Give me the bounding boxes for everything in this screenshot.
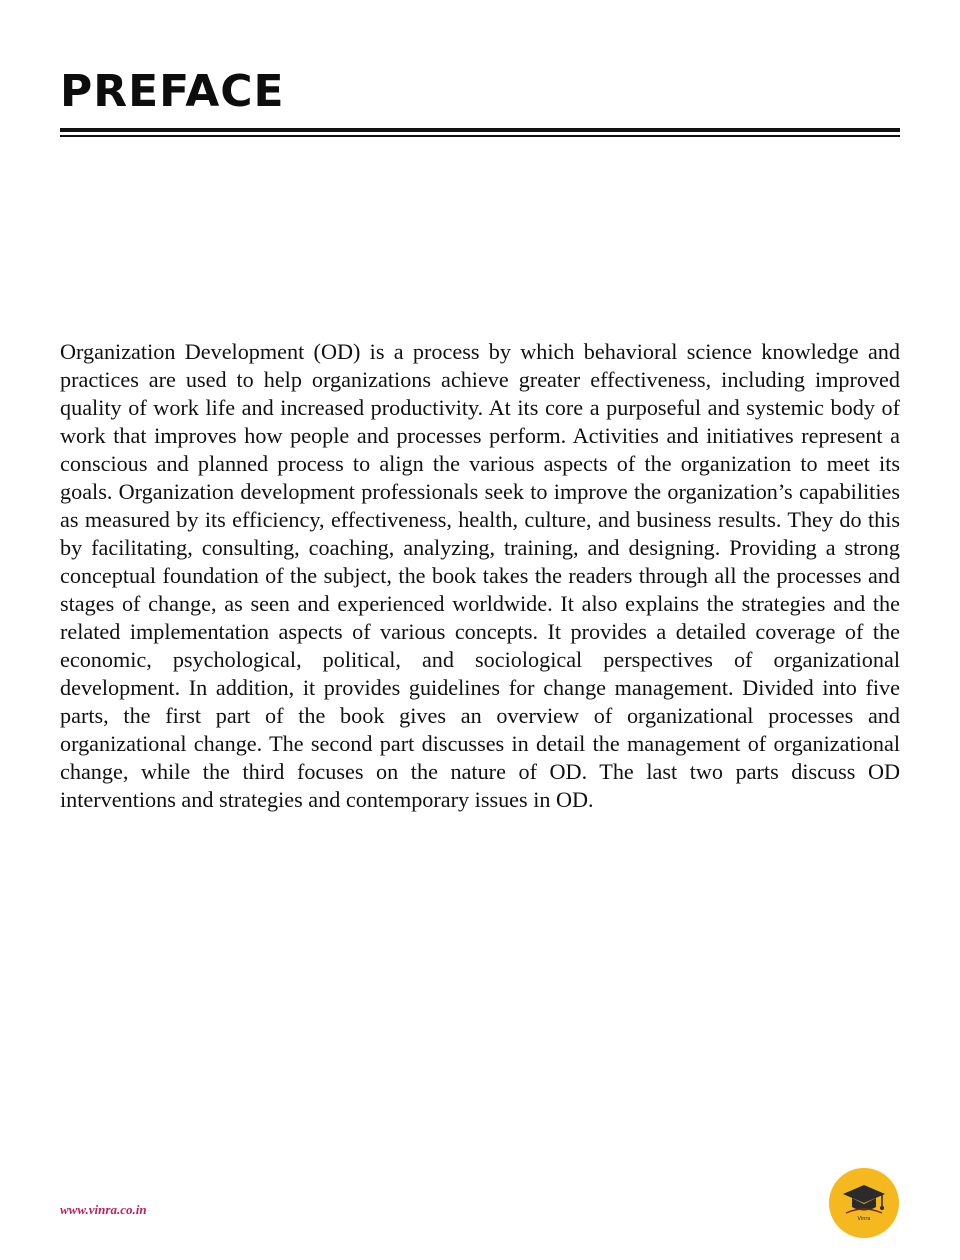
graduation-cap-icon: [842, 1183, 886, 1217]
title-rule-thin: [60, 135, 900, 137]
page-title: PREFACE: [60, 66, 285, 117]
title-rule-thick: [60, 128, 900, 132]
publisher-logo: [829, 1168, 899, 1238]
logo-text: Vinra: [857, 1216, 871, 1222]
preface-body-text: Organization Development (OD) is a process by which behavioral science knowledge and practices are used to help organizations achieve greater effectiveness, including improved quality of work life and increased productivity. At its core a purposeful and systemic body of work that improves how people and processes perform. Activities and initiatives represent a conscious and planned process to align the various aspects of the organization to meet its goals. Organization development professionals seek to improve the organization’s capabilities as measured by its efficiency, effectiveness, health, culture, and business results. They do this by facilitating, consulting, coaching, analyzing, training, and designing. Providing a strong conceptual foundation of the subject, the book takes the readers through all the processes and stages of change, as seen and experienced worldwide. It also explains the strategies and the related implementation aspects of various concepts. It provides a detailed coverage of the economic, psychological, political, and sociological perspectives of organizational development. In addition, it provides guidelines for change management. Divided into five parts, the first part of the book gives an overview of organizational processes and organizational change. The second part discusses in detail the management of organizational change, while the third focuses on the nature of OD. The last two parts discuss OD interventions and strategies and contemporary issues in OD.: [60, 339, 900, 812]
footer-website[interactable]: www.vinra.co.in: [60, 1202, 147, 1217]
